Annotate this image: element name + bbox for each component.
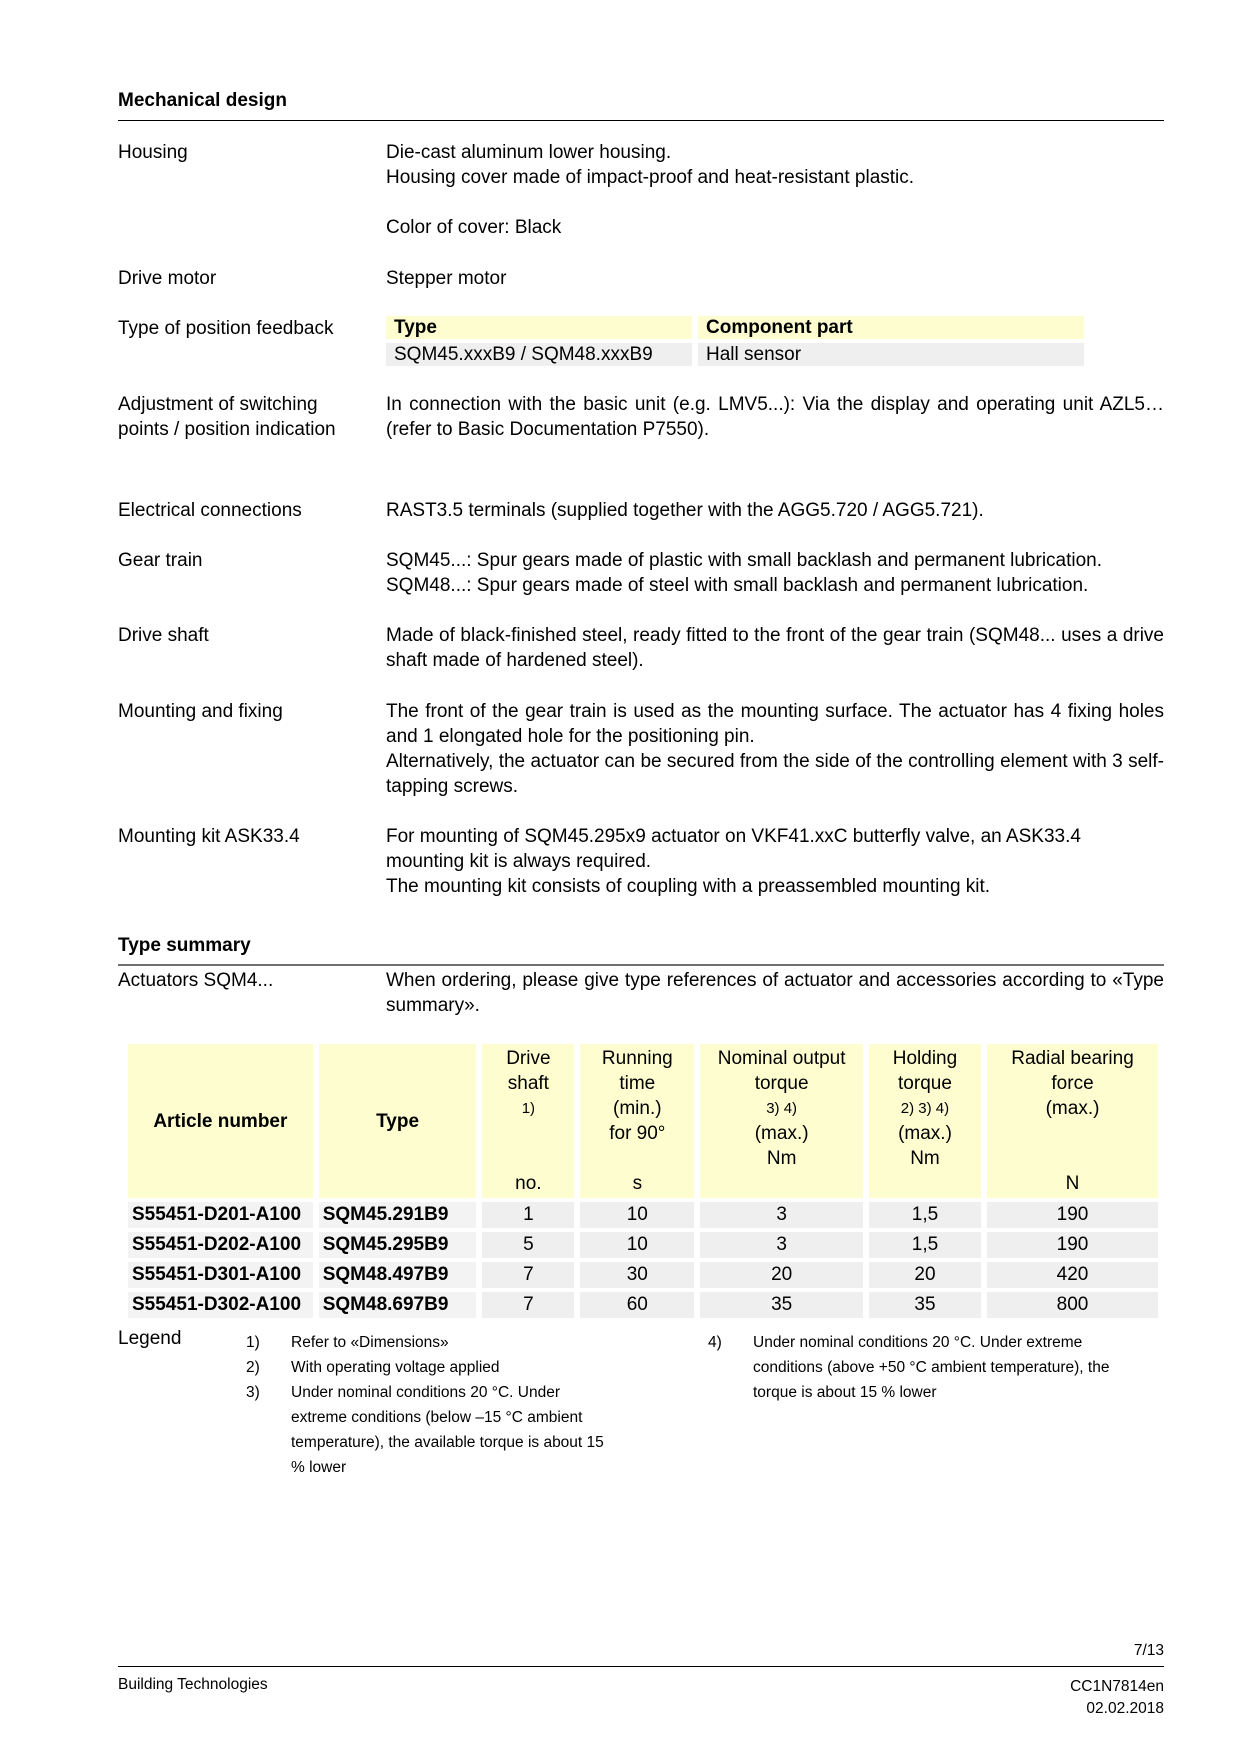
- section-title-type-summary: Type summary: [118, 935, 251, 956]
- header-title: Holding torque: [892, 1048, 958, 1094]
- footer-rule: [118, 1666, 1164, 1667]
- spec-content: [386, 140, 1164, 240]
- header-extra: (max.): [898, 1123, 952, 1144]
- table-cell: 3: [700, 1202, 863, 1228]
- footer-doc-id: CC1N7814en: [1070, 1678, 1164, 1695]
- spec-line: SQM45...: Spur gears made of plastic with small backlash and permanent lubrication.: [386, 550, 1103, 571]
- spec-line: The mounting kit consists of coupling with a preassembled mounting kit.: [386, 876, 991, 897]
- header-title: Drive shaft: [506, 1048, 551, 1094]
- table-cell: 1,5: [869, 1202, 981, 1228]
- header-title: for 90°: [609, 1123, 666, 1144]
- spec-line: When ordering, please give type references of actuator and accessories according to «Type summary».: [386, 970, 1164, 1016]
- type-summary-table: [122, 1040, 1164, 1322]
- header-unit: Nm: [766, 1148, 797, 1169]
- cell-article-number: S55451-D202-A100: [128, 1232, 313, 1258]
- header-title: (max.): [1045, 1098, 1100, 1119]
- legend-number: 4): [708, 1334, 722, 1351]
- header-title: (min.): [613, 1098, 662, 1119]
- header-extra: (max.): [754, 1123, 809, 1144]
- spec-line: Stepper motor: [386, 268, 507, 289]
- spec-line: In connection with the basic unit (e.g. LMV5...): Via the display and operating unit AZL5… (refer to Basic Documentation P7550).: [386, 394, 1164, 440]
- feedback-header-type: Type: [386, 316, 692, 339]
- cell-article-number: S55451-D302-A100: [128, 1292, 313, 1318]
- spec-label: Actuators SQM4...: [118, 970, 274, 991]
- legend-column-right: [708, 1330, 1138, 1405]
- legend-number: 2): [246, 1359, 260, 1376]
- cell-type: SQM48.497B9: [319, 1262, 477, 1288]
- legend-text: Refer to «Dimensions»: [291, 1334, 449, 1351]
- spec-line: The front of the gear train is used as the mounting surface. The actuator has 4 fixing holes and 1 elongated hole for the positioning pin.: [386, 701, 1164, 747]
- spec-label: Mounting and fixing: [118, 701, 283, 722]
- legend-text: With operating voltage applied: [291, 1359, 500, 1376]
- section-rule: [118, 964, 1164, 966]
- table-cell: 420: [987, 1262, 1158, 1288]
- table-cell: 190: [987, 1232, 1158, 1258]
- cell-type: SQM45.291B9: [319, 1202, 477, 1228]
- table-row: [128, 1262, 1158, 1288]
- table-cell: 7: [482, 1262, 574, 1288]
- header-unit: s: [632, 1173, 643, 1194]
- spec-line: Die-cast aluminum lower housing.: [386, 142, 672, 163]
- table-cell: 35: [869, 1292, 981, 1318]
- spec-label: Drive motor: [118, 268, 217, 289]
- footer-doc-info: [1070, 1676, 1164, 1720]
- table-cell: 800: [987, 1292, 1158, 1318]
- cell-article-number: S55451-D201-A100: [128, 1202, 313, 1228]
- header-title: Radial bearing force: [1011, 1048, 1134, 1094]
- spec-label: Housing: [118, 142, 188, 163]
- spec-content: [386, 623, 1164, 673]
- legend-item: [246, 1355, 606, 1380]
- spec-line: Housing cover made of impact-proof and heat-resistant plastic.: [386, 167, 915, 188]
- legend-text: Under nominal conditions 20 °C. Under extreme conditions (above +50 °C ambient temperature), the torque is about 15 % lower: [753, 1334, 1110, 1401]
- spec-content: [386, 968, 1164, 1018]
- table-cell: 20: [869, 1262, 981, 1288]
- spec-content: [386, 824, 1126, 899]
- legend-item: [246, 1380, 606, 1480]
- legend-number: 1): [246, 1334, 260, 1351]
- header-title: Nominal output torque: [717, 1048, 846, 1094]
- table-cell: 1,5: [869, 1232, 981, 1258]
- table-cell: 190: [987, 1202, 1158, 1228]
- spec-line: Alternatively, the actuator can be secured from the side of the controlling element with 3 self-tapping screws.: [386, 751, 1164, 797]
- header-footnote: 1): [521, 1100, 536, 1117]
- feedback-header-component: Component part: [698, 316, 1084, 339]
- table-header-row: [128, 1044, 1158, 1198]
- table-cell: 1: [482, 1202, 574, 1228]
- table-row: [128, 1202, 1158, 1228]
- spec-label: Drive shaft: [118, 625, 209, 646]
- footer-date: 02.02.2018: [1086, 1700, 1164, 1717]
- feedback-table: [380, 312, 1090, 370]
- spec-line: Made of black-finished steel, ready fitted to the front of the gear train (SQM48... uses a drive shaft made of hardened steel).: [386, 625, 1164, 671]
- header-unit: N: [1065, 1173, 1080, 1194]
- legend-column-left: [246, 1330, 606, 1480]
- page-number: 7/13: [1133, 1642, 1164, 1659]
- header-footnote: 2) 3) 4): [900, 1100, 950, 1117]
- spec-line: For mounting of SQM45.295x9 actuator on VKF41.xxC butterfly valve, an ASK33.4 mounting kit is always required.: [386, 826, 1081, 872]
- spec-line: Color of cover: Black: [386, 217, 562, 238]
- spec-content: [386, 266, 1164, 291]
- spec-label: Electrical connections: [118, 500, 302, 521]
- section-title-mechanical-design: Mechanical design: [118, 90, 287, 111]
- cell-type: SQM48.697B9: [319, 1292, 477, 1318]
- spec-content: [386, 699, 1164, 799]
- spec-label: Mounting kit ASK33.4: [118, 826, 300, 847]
- header-unit: Nm: [910, 1148, 940, 1169]
- spec-label: Gear train: [118, 550, 203, 571]
- section-rule: [118, 120, 1164, 121]
- legend-text: Under nominal conditions 20 °C. Under extreme conditions (below –15 °C ambient temperature), the available torque is about 15 % lower: [291, 1384, 604, 1476]
- table-cell: 30: [580, 1262, 694, 1288]
- spec-line: SQM48...: Spur gears made of steel with small backlash and permanent lubrication.: [386, 575, 1089, 596]
- table-cell: 60: [580, 1292, 694, 1318]
- header-footnote: 3) 4): [766, 1100, 798, 1117]
- header-type: Type: [319, 1044, 477, 1198]
- spec-content: [386, 548, 1164, 598]
- feedback-cell-type: SQM45.xxxB9 / SQM48.xxxB9: [386, 343, 692, 366]
- header-holding-torque: [869, 1044, 981, 1198]
- header-running-time: [580, 1044, 694, 1198]
- table-row: [128, 1292, 1158, 1318]
- cell-type: SQM45.295B9: [319, 1232, 477, 1258]
- header-nominal-torque: [700, 1044, 863, 1198]
- spec-content: [386, 498, 1164, 523]
- feedback-cell-component: Hall sensor: [698, 343, 1084, 366]
- spec-label: Adjustment of switching points / position indication: [118, 394, 336, 440]
- header-title: Running time: [601, 1048, 673, 1094]
- table-cell: 3: [700, 1232, 863, 1258]
- spec-content: [386, 392, 1164, 442]
- header-drive-shaft: [482, 1044, 574, 1198]
- cell-article-number: S55451-D301-A100: [128, 1262, 313, 1288]
- spec-line: RAST3.5 terminals (supplied together with the AGG5.720 / AGG5.721).: [386, 500, 984, 521]
- legend-item: [246, 1330, 606, 1355]
- table-cell: 35: [700, 1292, 863, 1318]
- header-radial-force: [987, 1044, 1158, 1198]
- header-unit: no.: [515, 1173, 542, 1194]
- footer-company: Building Technologies: [118, 1676, 268, 1693]
- table-cell: 5: [482, 1232, 574, 1258]
- table-cell: 10: [580, 1232, 694, 1258]
- table-cell: 10: [580, 1202, 694, 1228]
- spec-label: Type of position feedback: [118, 318, 334, 339]
- legend-title: Legend: [118, 1328, 182, 1349]
- table-cell: 7: [482, 1292, 574, 1318]
- header-article-number: Article number: [128, 1044, 313, 1198]
- table-cell: 20: [700, 1262, 863, 1288]
- legend-number: 3): [246, 1384, 260, 1401]
- table-row: [128, 1232, 1158, 1258]
- legend-item: [708, 1330, 1138, 1405]
